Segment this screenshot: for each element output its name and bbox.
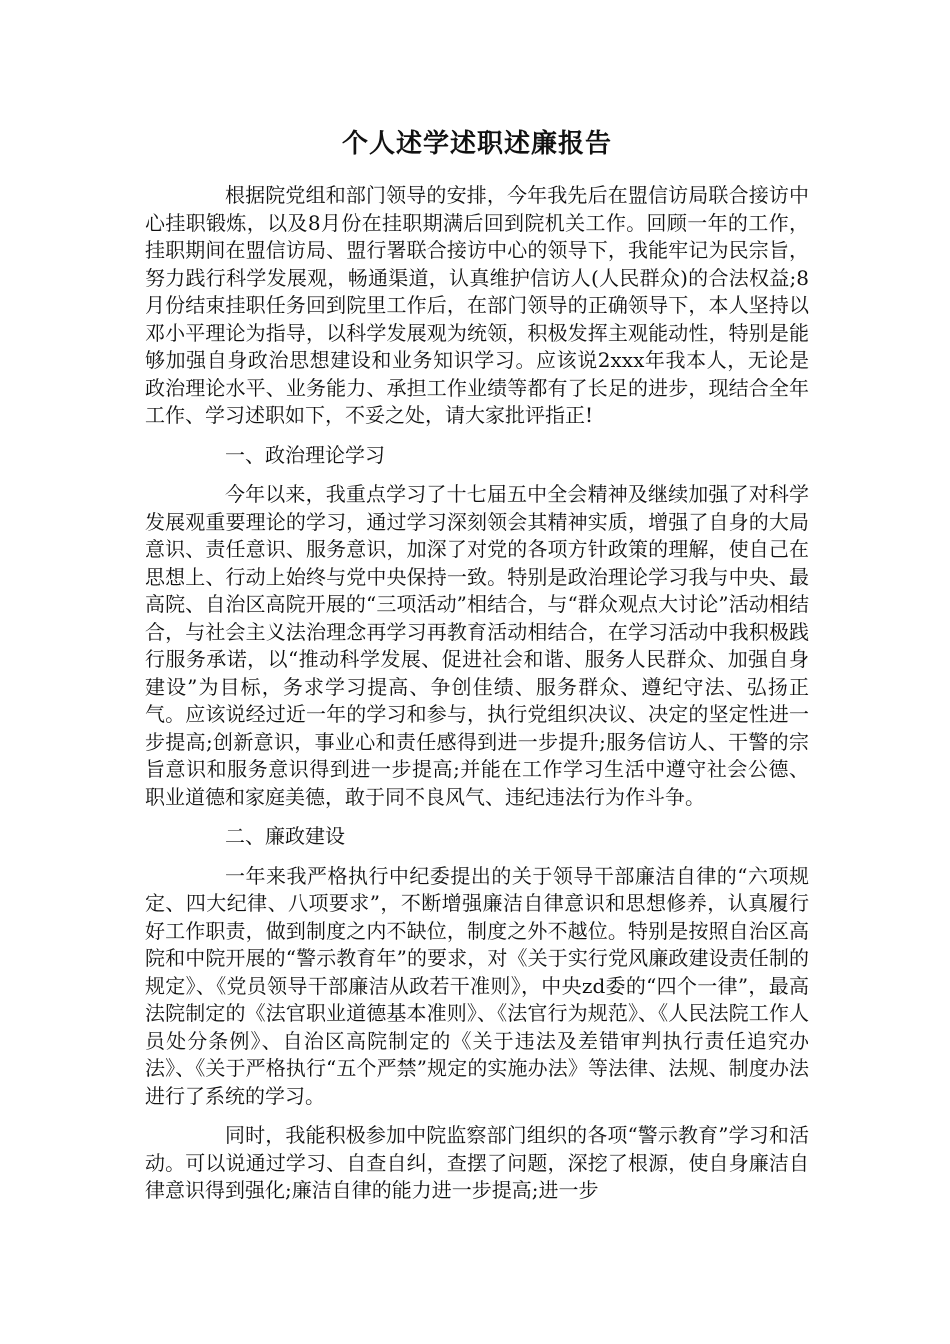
document-page bbox=[145, 126, 809, 1217]
political-study-paragraph: 今年以来，我重点学习了十七届五中全会精神及继续加强了对科学发展观重要理论的学习，通过学习深刻领会其精神实质，增强了自身的大局意识、责任意识、服务意识，加深了对党的各项方针政策的理解，使自己在思想上、行动上始终与党中央保持一致。特别是政治理论学习我与中央、最高院、自治区高院开展的“三项活动”相结合，与“群众观点大讨论”活动相结合，与社会主义法治理念再学习再教育活动相结合，在学习活动中我积极践行服务承诺，以“推动科学发展、促进社会和谐、服务人民群众、加强自身建设”为目标，务求学习提高、争创佳绩、服务群众、遵纪守法、弘扬正气。应该说经过近一年的学习和参与，执行党组织决议、决定的坚定性进一步提高;创新意识，事业心和责任感得到进一步提升;服务信访人、干警的宗旨意识和服务意识得到进一步提高;并能在工作学习生活中遵守社会公德、职业道德和家庭美德，敢于同不良风气、违纪违法行为作斗争。 bbox=[145, 482, 809, 809]
intro-paragraph: 根据院党组和部门领导的安排，今年我先后在盟信访局联合接访中心挂职锻炼，以及8月份在挂职期满后回到院机关工作。回顾一年的工作，挂职期间在盟信访局、盟行署联合接访中心的领导下，我能牢记为民宗旨，努力践行科学发展观，畅通渠道，认真维护信访人(人民群众)的合法权益;8月份结束挂职任务回到院里工作后，在部门领导的正确领导下，本人坚持以邓小平理论为指导，以科学发展观为统领，积极发挥主观能动性，特别是能够加强自身政治思想建设和业务知识学习。应该说2xxx年我本人，无论是政治理论水平、业务能力、承担工作业绩等都有了长足的进步，现结合全年工作、学习述职如下，不妥之处，请大家批评指正! bbox=[145, 183, 809, 427]
warning-education-paragraph: 同时，我能积极参加中院监察部门组织的各项“警示教育”学习和活动。可以说通过学习、自查自纠，查摆了问题，深挖了根源，使自身廉洁自律意识得到强化;廉洁自律的能力进一步提高;进一步 bbox=[145, 1123, 809, 1202]
section-heading-political-study: 一、政治理论学习 bbox=[225, 442, 385, 467]
section-heading-integrity: 二、廉政建设 bbox=[225, 824, 345, 848]
integrity-paragraph: 一年来我严格执行中纪委提出的关于领导干部廉洁自律的“六项规定、四大纪律、八项要求”，不断增强廉洁自律意识和思想修养，认真履行好工作职责，做到制度之内不缺位，制度之外不越位。特别是按照自治区高院和中院开展的“警示教育年”的要求，对《关于实行党风廉政建设责任制的规定》、《党员领导干部廉洁从政若干准则》，中央zd委的“四个一律”，最高法院制定的《法官职业道德基本准则》、《法官行为规范》、《人民法院工作人员处分条例》、自治区高院制定的《关于违法及差错审判执行责任追究办法》、《关于严格执行“五个严禁”规定的实施办法》等法律、法规、制度办法进行了系统的学习。 bbox=[145, 863, 809, 1108]
document-title: 个人述学述职述廉报告 bbox=[341, 129, 612, 159]
